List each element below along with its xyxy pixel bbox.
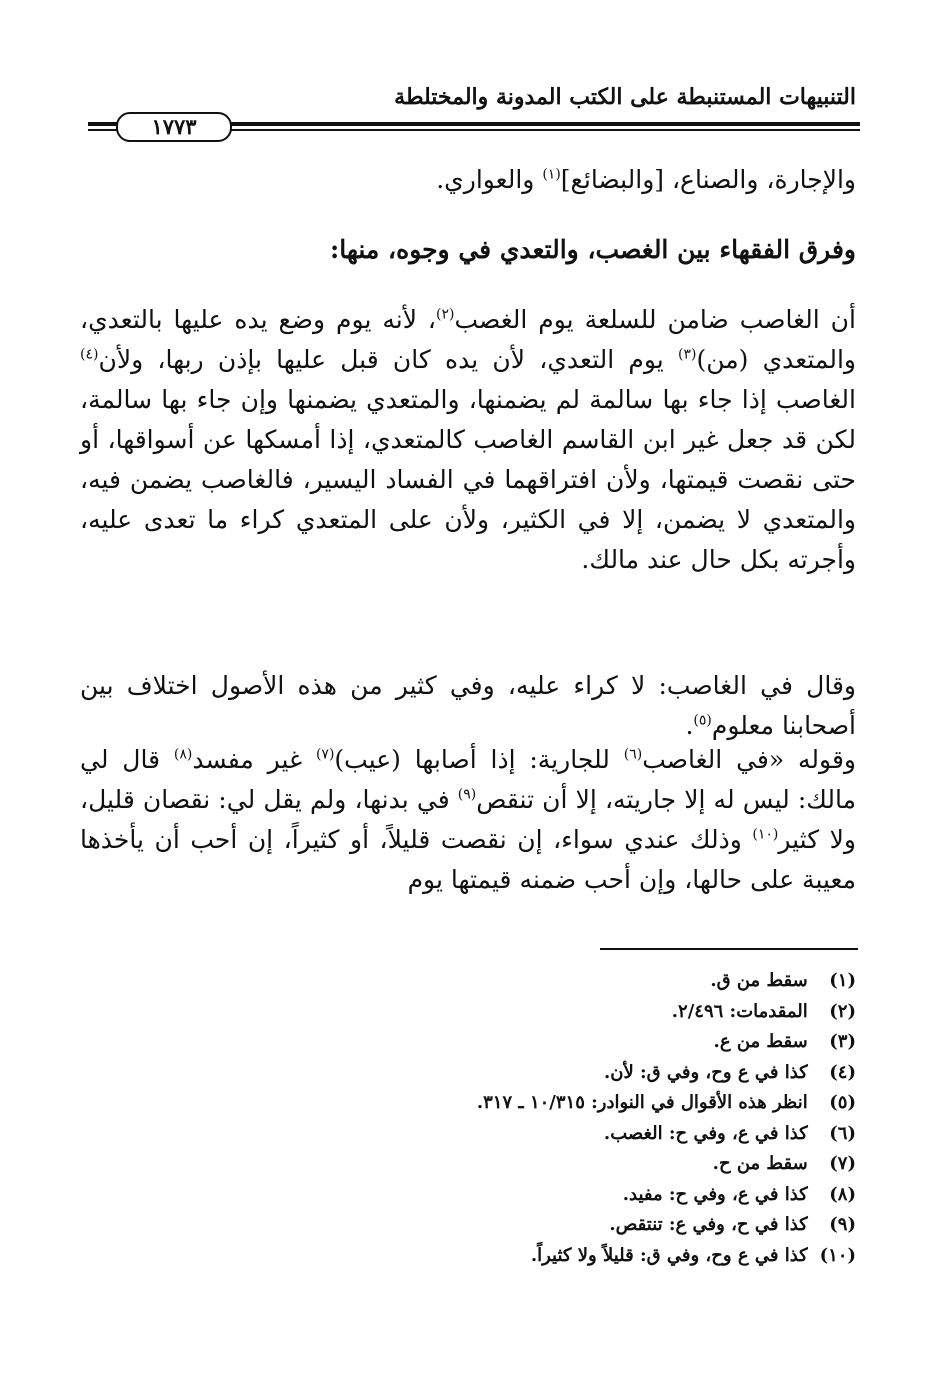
footnote-ref-8: (٨) [173, 746, 193, 763]
footnote-9: (٩) كذا في ح، وفي ع: تنتقص. [609, 1214, 856, 1235]
footnote-ref-4: (٤) [80, 346, 99, 363]
continuation-line: والإجارة، والصناع، [والبضائع]$^{(١)}$ والعواري. [436, 165, 856, 194]
footnote-ref-5: (٥) [693, 712, 712, 729]
footnote-1: (١) سقط من ق. [710, 970, 856, 991]
footnote-8: (٨) كذا في ع، وفي ح: مفيد. [622, 1183, 856, 1205]
footnote-separator [600, 948, 858, 950]
running-header: التنبيهات المستنبطة على الكتب المدونة والمختلطة [394, 84, 856, 110]
header-rule [88, 114, 860, 139]
footnote-ref-3: (٣) [677, 346, 697, 363]
footnote-2: (٢) المقدمات: ٢/٤٩٦. [671, 1000, 856, 1022]
footnote-ref-6: (٦) [623, 746, 643, 763]
footnote-ref-1: (١) [542, 166, 561, 183]
footnote-ref-7: (٧) [315, 746, 335, 763]
footnote-3: (٣) سقط من ع. [713, 1031, 856, 1052]
footnote-4: (٤) كذا في ع وح، وفي ق: لأن. [603, 1061, 856, 1083]
paragraph-differences: أن الغاصب ضامن للسلعة يوم الغصب$^{(٢)}$، لأنه يوم وضع يده عليها بالتعدي، والمتعدي (من)$^{(٣)}$ يوم التعدي، لأن يده كان قبل عليها بإذن ربها، ولأن$^{(٤)}$ الغاصب إذا جاء بها سالمة لم يضمنها، والمتعدي يضمنها وإن جاء بها سالمة، لكن قد جعل غير ابن القاسم الغاصب كالمتعدي، إذا أمسكها عن أسواقها، أو حتى نقصت قيمتها، ولأن افتراقهما في الفساد اليسير، فالغاصب يضمن فيه، والمتعدي لا يضمن، إلا في الكثير، ولأن على المتعدي كراء ما تعدى عليه، وأجرته بكل حال عند مالك. [80, 305, 856, 574]
footnote-ref-9: (٩) [457, 786, 477, 803]
page-number: ١٧٧٣ [116, 112, 232, 142]
footnote-7: (٧) سقط من ح. [712, 1153, 856, 1174]
footnote-ref-10: (١٠) [752, 826, 779, 843]
footnote-ref-2: (٢) [436, 306, 455, 323]
section-heading: وفرق الفقهاء بين الغصب، والتعدي في وجوه، منها: [330, 235, 856, 264]
paragraph-no-rent: وقال في الغاصب: لا كراء عليه، وفي كثير من هذه الأصول اختلاف بين أصحابنا معلوم$^{(٥)}$. [80, 671, 856, 740]
paragraph-slave-girl: وقوله «في الغاصب$^{(٦)}$ للجارية: إذا أصابها (عيب)$^{(٧)}$ غير مفسد$^{(٨)}$ قال لي مالك: ليس له إلا جاريته، إلا أن تنقص$^{(٩)}$ في بدنها، ولم يقل لي: نقصان قليل، ولا كثير$^{(١٠)}$ وذلك عندي سواء، إن نقصت قليلاً، أو كثيراً، إن أحب أن يأخذها معيبة على حالها، وإن أحب ضمنه قيمتها يوم [80, 745, 856, 894]
footnote-5: (٥) انظر هذه الأقوال في النوادر: ١٠/٣١٥ ـ ٣١٧. [476, 1092, 856, 1113]
footnote-10: (١٠) كذا في ع وح، وفي ق: قليلاً ولا كثيراً. [530, 1244, 856, 1266]
footnote-6: (٦) كذا في ع، وفي ح: الغصب. [603, 1122, 856, 1144]
footnotes [80, 966, 856, 1271]
